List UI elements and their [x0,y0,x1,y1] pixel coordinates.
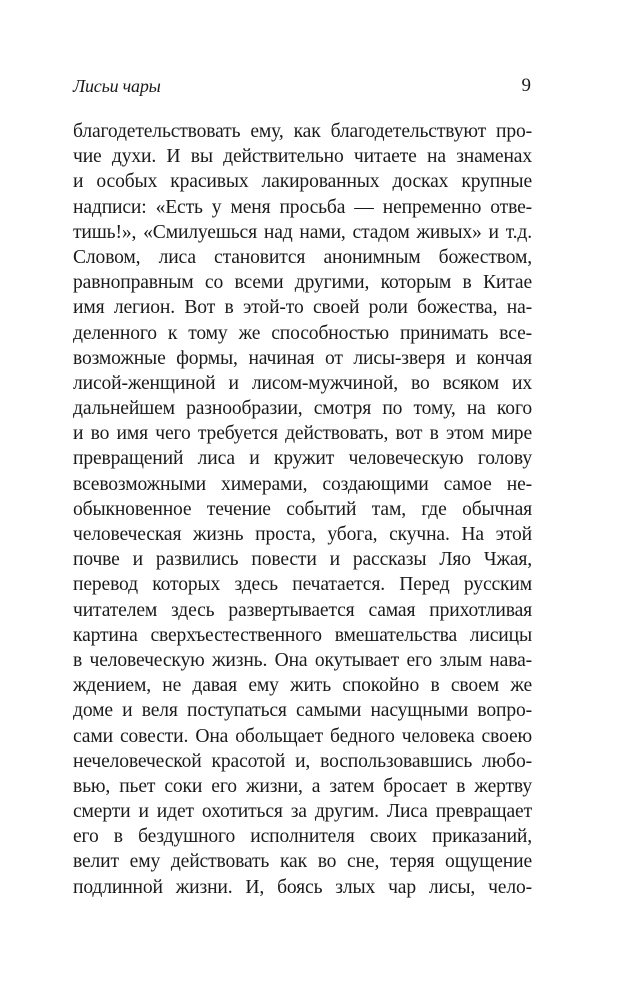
text-line: подлинной жизни. И, боясь злых чар лисы, чело- [73,876,532,898]
text-line: человеческая жизнь проста, убога, скучна. На этой [73,524,532,545]
text-line: и особых красивых лакированных досках крупные [73,171,532,193]
text-line: в человеческую жизнь. Она окутывает его злым нава- [73,649,532,671]
text-line: доме и веля поступаться самыми насущными вопро- [73,700,532,722]
text-line: чие духи. И вы действительно читаете на знаменах [73,146,532,168]
text-line: и во имя чего требуется действовать, вот в этом мире [73,423,532,445]
running-head [73,74,531,98]
text-line: лисой-женщиной и лисом-мужчиной, во всяком их [73,372,532,394]
text-line: вью, пьет соки его жизни, а затем бросает в жертву [73,775,532,797]
text-line: всевозможными химерами, создающими самое не- [73,473,532,495]
text-line: возможные формы, начиная от лисы-зверя и кончая [73,347,532,369]
text-line: почве и развились повести и рассказы Ляо Чжая, [73,549,532,571]
text-line: картина сверхъестественного вмешательства лисицы [73,624,532,646]
text-line: нечеловеческой красотой и, воспользовавшись любо- [73,750,532,772]
text-line: дальнейшем разнообразии, смотря по тому, на кого [73,398,532,420]
text-line: благодетельствовать ему, как благодетельствуют про- [73,121,532,142]
text-line: деленного к тому же способностью принимать все- [73,322,532,344]
text-line: равноправным со всеми другими, которым в Китае [73,272,532,294]
text-line: сами совести. Она обольщает бедного человека своею [73,725,532,747]
text-line: читателем здесь развертывается самая прихотливая [73,599,532,621]
text-line: ждением, не давая ему жить спокойно в своем же [73,675,532,697]
running-title: Лисьи чары [73,76,161,96]
text-line: имя легион. Вот в этой-то своей роли божества, на- [73,297,532,319]
text-line: обыкновенное течение событий там, где обычная [73,498,532,520]
text-line: велит ему действовать как во сне, теряя ощущение [73,851,532,873]
text-line: превращений лиса и кружит человеческую голову [73,448,532,470]
text-line: смерти и идет охотиться за другим. Лиса превращает [73,801,532,823]
text-line: его в бездушного исполнителя своих приказаний, [73,826,532,848]
text-line: Словом, лиса становится анонимным божеством, [73,246,532,268]
body-text [73,119,532,900]
text-line: перевод которых здесь печатается. Перед русским [73,574,532,596]
text-line: надписи: «Есть у меня просьба — непременно отве- [73,196,532,218]
page-number: 9 [521,75,531,96]
text-line: тишь!», «Смилуешься над нами, стадом живых» и т.д. [73,221,532,243]
